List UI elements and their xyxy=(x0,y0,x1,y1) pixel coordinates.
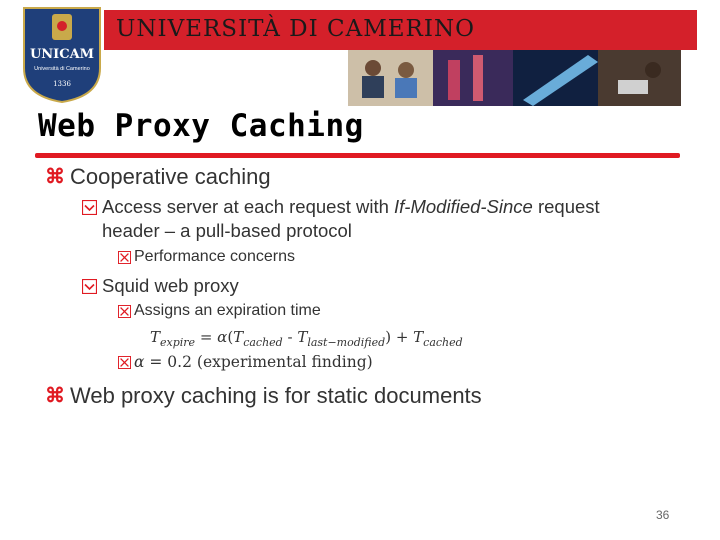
formula-equals: = xyxy=(195,328,218,346)
formula-sub-cached: cached xyxy=(423,336,463,349)
if-modified-since: If-Modified-Since xyxy=(394,196,533,217)
experimental-finding: (experimental finding) xyxy=(196,353,373,371)
alpha-equals-value: = 0.2 xyxy=(144,353,197,371)
banner-photos xyxy=(348,50,681,106)
request-text: request xyxy=(532,196,600,217)
chevron-box-icon xyxy=(82,279,97,294)
bullet-squid-web-proxy: Squid web proxy xyxy=(102,275,239,296)
formula-t: T xyxy=(297,328,308,346)
bullet-performance-concerns: Performance concerns xyxy=(134,248,295,265)
logo-year: 1336 xyxy=(53,80,71,88)
slide-title: Web Proxy Caching xyxy=(38,108,364,144)
x-box-icon xyxy=(118,305,131,318)
university-title: UNIVERSITÀ DI CAMERINO xyxy=(116,16,475,42)
formula-plus: + xyxy=(391,328,414,346)
x-box-icon xyxy=(118,356,131,369)
formula-minus: - xyxy=(282,328,298,346)
access-server-text: Access server at each request with xyxy=(102,196,395,217)
logo-subtitle: Università di Camerino xyxy=(34,66,90,72)
formula-sub-last-modified: last−modified xyxy=(307,336,386,349)
formula-alpha: α xyxy=(217,328,228,346)
page-number: 36 xyxy=(656,508,670,522)
chevron-box-icon xyxy=(82,200,97,215)
formula-t: T xyxy=(233,328,244,346)
formula-paren-open: ( xyxy=(227,328,234,346)
bullet-alpha-value xyxy=(134,353,373,371)
expiration-formula xyxy=(150,328,463,349)
unicam-logo xyxy=(22,6,102,104)
formula-t: T xyxy=(150,328,161,346)
alpha-symbol: α xyxy=(134,353,145,371)
bullet-access-server-line2: header – a pull-based protocol xyxy=(102,220,352,241)
x-box-icon xyxy=(118,251,131,264)
title-underline xyxy=(35,153,680,158)
bullet-web-proxy-static: Web proxy caching is for static documents xyxy=(70,383,482,408)
bullet-access-server xyxy=(102,196,600,218)
bullet-assigns-expiration: Assigns an expiration time xyxy=(134,302,321,319)
formula-sub-cached: cached xyxy=(243,336,283,349)
formula-t: T xyxy=(413,328,424,346)
formula-paren-close: ) xyxy=(385,328,392,346)
logo-name: UNICAM xyxy=(29,47,95,62)
formula-sub-expire: expire xyxy=(160,336,196,349)
command-bullet-icon: ⌘ xyxy=(45,166,65,188)
bullet-cooperative-caching: Cooperative caching xyxy=(70,164,271,189)
command-bullet-icon: ⌘ xyxy=(45,385,65,407)
